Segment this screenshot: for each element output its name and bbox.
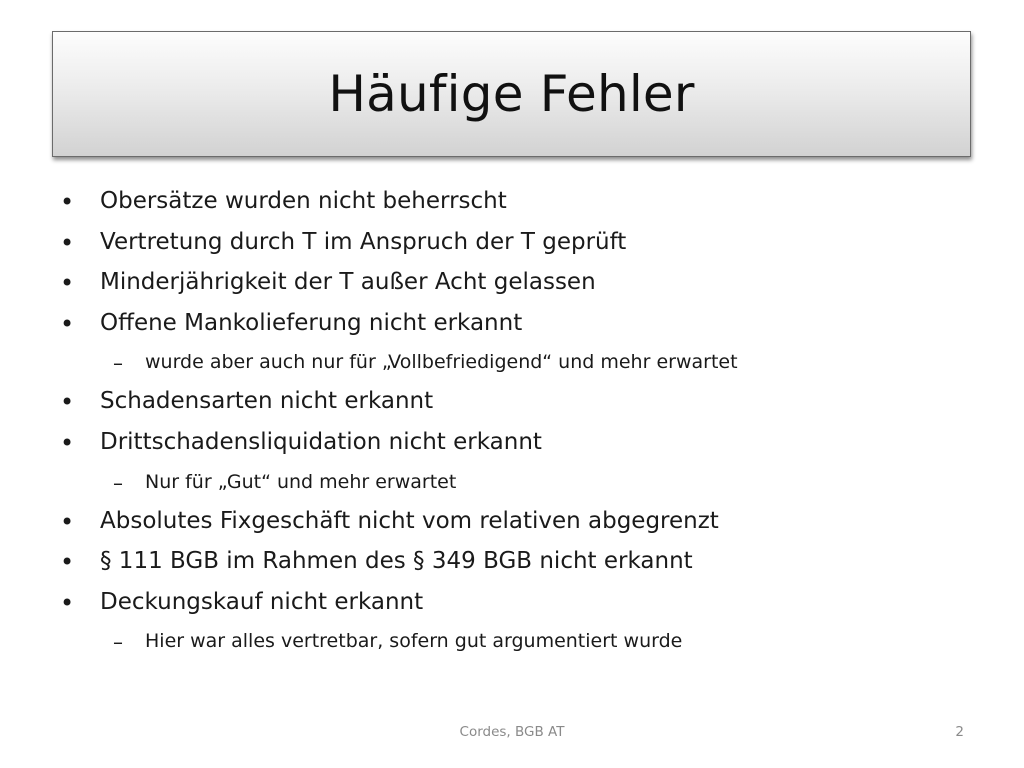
bullet-marker: •: [60, 508, 75, 536]
bullet-text: Obersätze wurden nicht beherrscht: [100, 188, 507, 214]
slide-title: Häufige Fehler: [328, 65, 695, 123]
footer-author: Cordes, BGB AT: [459, 724, 565, 740]
bullet-marker: •: [60, 229, 75, 257]
sub-bullet-marker: –: [113, 471, 123, 495]
bullet-marker: •: [60, 188, 75, 216]
sub-bullet-marker: –: [113, 351, 123, 375]
bullet-text: Drittschadensliquidation nicht erkannt: [100, 429, 542, 455]
bullet-text: § 111 BGB im Rahmen des § 349 BGB nicht erkannt: [100, 548, 693, 574]
bullet-text: Minderjährigkeit der T außer Acht gelassen: [100, 269, 596, 295]
bullet-marker: •: [60, 310, 75, 338]
bullet-marker: •: [60, 388, 75, 416]
bullet-marker: •: [60, 548, 75, 576]
bullet-marker: •: [60, 269, 75, 297]
bullet-marker: •: [60, 429, 75, 457]
bullet-marker: •: [60, 589, 75, 617]
bullet-text: Schadensarten nicht erkannt: [100, 388, 434, 414]
bullet-text: Deckungskauf nicht erkannt: [100, 589, 424, 615]
bullet-text: Absolutes Fixgeschäft nicht vom relativen abgegrenzt: [100, 508, 719, 534]
sub-bullet-text: wurde aber auch nur für „Vollbefriedigend“ und mehr erwartet: [145, 351, 738, 373]
sub-bullet-marker: –: [113, 630, 123, 654]
page-number: 2: [955, 724, 964, 740]
sub-bullet-text: Nur für „Gut“ und mehr erwartet: [145, 471, 457, 493]
bullet-text: Vertretung durch T im Anspruch der T geprüft: [100, 229, 627, 255]
sub-bullet-text: Hier war alles vertretbar, sofern gut argumentiert wurde: [145, 630, 683, 652]
bullet-text: Offene Mankolieferung nicht erkannt: [100, 310, 523, 336]
